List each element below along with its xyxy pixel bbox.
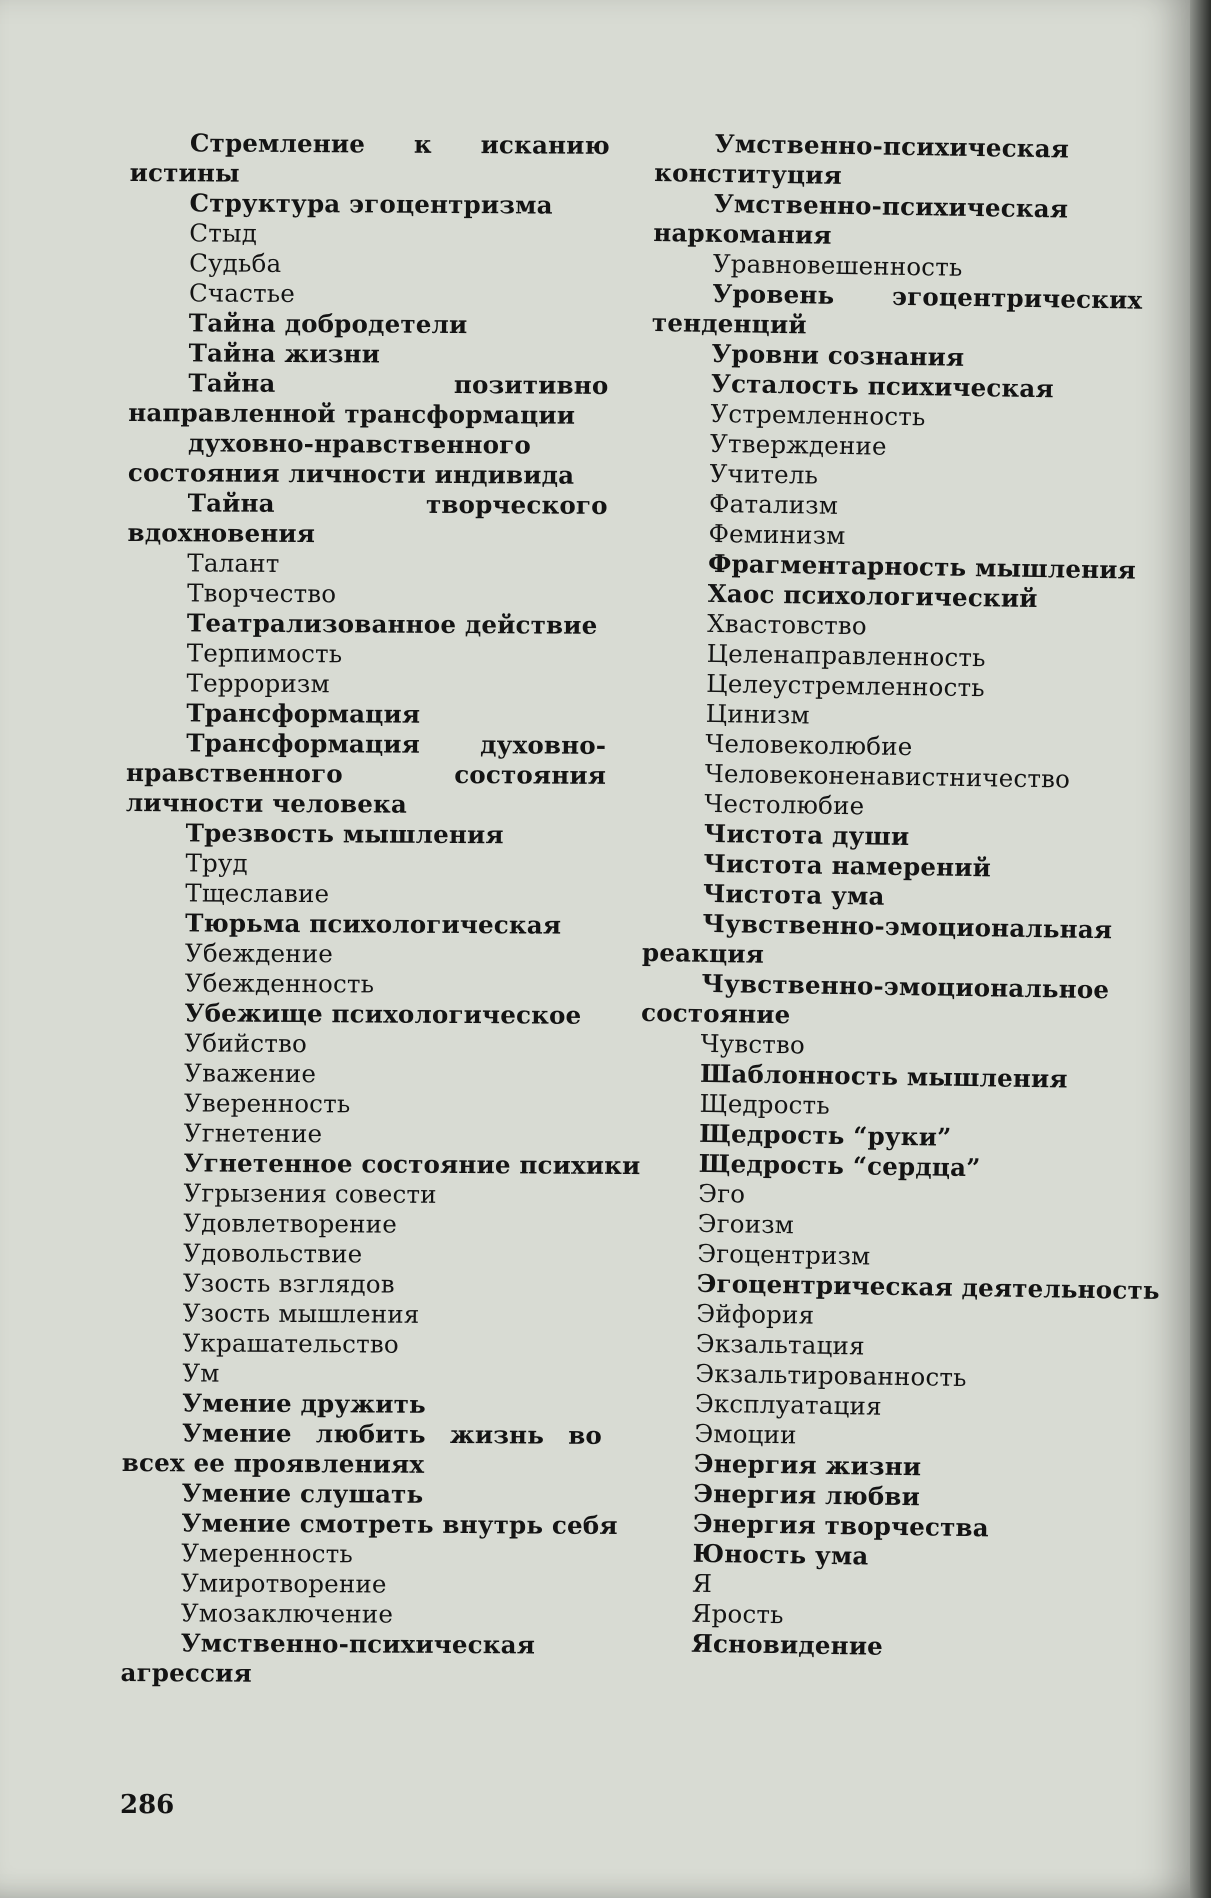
index-entry: Честолюбие (704, 788, 865, 821)
index-entry: Чистота намерений (703, 848, 992, 883)
index-entry: Уровни сознания (711, 338, 965, 372)
index-entry: Целенаправленность (706, 638, 986, 673)
index-entry: Умение слушать (181, 1478, 424, 1509)
index-entry: Умение смотреть внутрь себя (181, 1508, 618, 1541)
index-column-right (631, 128, 1160, 1666)
index-entry: Щедрость (699, 1088, 831, 1120)
index-entry: Фатализм (708, 488, 839, 520)
index-entry: Чувство (700, 1028, 806, 1060)
index-entry: Угнетенное состояние психики (183, 1148, 641, 1181)
index-entry: Уровень эгоцентрических тенденций (651, 278, 1143, 340)
index-entry: Умиротворение (181, 1568, 387, 1599)
index-entry: Тайна позитивно направленной трансформации (128, 368, 609, 430)
index-entry: Щедрость “сердца” (698, 1148, 981, 1183)
index-entry: Цинизм (705, 698, 811, 730)
index-entry: Феминизм (708, 518, 846, 551)
index-entry: Я (691, 1568, 713, 1599)
index-entry: Хвастовство (706, 608, 868, 641)
index-entry: Экзальтация (695, 1328, 865, 1361)
index-entry: Ясновидение (690, 1628, 884, 1661)
index-entry: Уверенность (183, 1088, 351, 1119)
index-entry: Энергия жизни (693, 1448, 922, 1482)
index-entry: Тайна творческого вдохновения (127, 488, 608, 549)
index-entry: Умственно-психическая агрессия (120, 1628, 536, 1688)
index-entry: Человеконенавистничество (704, 758, 1071, 794)
index-entry: Убежденность (184, 968, 375, 999)
page-number: 286 (120, 1790, 175, 1820)
index-entry: Энергия творчества (692, 1508, 990, 1543)
page-edge-shadow (1190, 0, 1211, 1898)
index-entry: Умение дружить (182, 1388, 426, 1419)
index-entry: Эксплуатация (694, 1388, 882, 1421)
index-entry: Узость мышления (182, 1298, 420, 1329)
index-entry: Умение любить жизнь во всех ее проявлениях (121, 1418, 603, 1479)
index-entry: Судьба (189, 248, 282, 278)
index-entry: Убеждение (184, 938, 334, 969)
index-entry: Уважение (184, 1058, 317, 1089)
index-entry: Тайна добродетели (188, 308, 468, 340)
index-entry: Умеренность (181, 1538, 354, 1569)
index-entry: Терроризм (186, 668, 330, 699)
index-entry: Чистота души (703, 818, 910, 852)
index-entry: Эмоции (694, 1418, 797, 1450)
index-entry: Эгоизм (697, 1208, 795, 1240)
index-entry: Умственно-психическая конституция (654, 128, 1070, 190)
index-entry: Ум (182, 1358, 220, 1388)
index-entry: Трезвость мышления (185, 818, 504, 850)
index-entry: Усталость психическая (710, 368, 1055, 404)
index-entry: Трансформация духовно-нравственного состояния личности человека (125, 728, 607, 819)
index-entry: Тайна жизни (188, 338, 381, 369)
index-entry: Узость взглядов (182, 1268, 395, 1299)
index-entry: Учитель (709, 458, 819, 490)
index-entry: Устремленность (710, 398, 926, 432)
index-entry: Ярость (691, 1598, 784, 1630)
index-entry: Убийство (184, 1028, 308, 1059)
index-entry: Терпимость (186, 638, 343, 669)
index-entry: Счастье (188, 278, 296, 309)
index-entry: Творчество (187, 578, 337, 609)
index-entry: Убежище психологическое (184, 998, 582, 1030)
index-entry: Энергия любви (693, 1478, 921, 1512)
index-entry: Умственно-психическая наркомания (653, 188, 1069, 250)
index-entry: Эго (698, 1178, 746, 1209)
index-entry: Чувственно-эмоциональное состояние (640, 968, 1110, 1030)
index-entry: духовно-нравственного состояния личности индивида (127, 428, 575, 490)
index-entry: Юность ума (692, 1538, 869, 1571)
index-entry: Хаос психологический (707, 578, 1038, 614)
index-entry: Трансформация (186, 698, 421, 729)
index-entry: Эйфория (696, 1298, 815, 1330)
index-entry: Стыд (189, 218, 258, 248)
index-entry: Угнетение (183, 1118, 323, 1149)
index-entry: Человеколюбие (705, 728, 913, 762)
index-entry: Угрызения совести (183, 1178, 437, 1209)
index-entry: Шаблонность мышления (699, 1058, 1068, 1094)
index-entry: Целеустремленность (706, 668, 986, 703)
index-entry: Талант (187, 548, 280, 578)
index-entry: Чистота ума (702, 878, 885, 911)
index-entry: Экзальтированность (695, 1358, 967, 1393)
index-entry: Тщеславие (185, 878, 330, 909)
index-entry: Структура эгоцентризма (189, 188, 553, 220)
index-entry: Удовольствие (183, 1238, 363, 1269)
index-entry: Эгоцентризм (697, 1238, 871, 1271)
index-entry: Чувственно-эмоциональная реакция (641, 908, 1113, 969)
index-column-left (120, 128, 641, 1691)
index-entry: Щедрость “руки” (698, 1118, 952, 1152)
index-entry: Тюрьма психологическая (185, 908, 562, 940)
index-entry: Удовлетворение (183, 1208, 398, 1239)
index-entry: Умозаключение (180, 1598, 394, 1629)
index-entry: Труд (185, 848, 248, 878)
index-entry: Украшательство (182, 1328, 399, 1359)
index-entry: Эгоцентрическая деятельность (696, 1268, 1160, 1306)
index-entry: Уравновешенность (712, 248, 963, 282)
index-entry: Театрализованное действие (186, 608, 598, 640)
index-entry: Стремление к исканию истины (129, 128, 610, 188)
index-entry: Утверждение (709, 428, 887, 461)
index-entry: Фрагментарность мышления (707, 548, 1137, 585)
